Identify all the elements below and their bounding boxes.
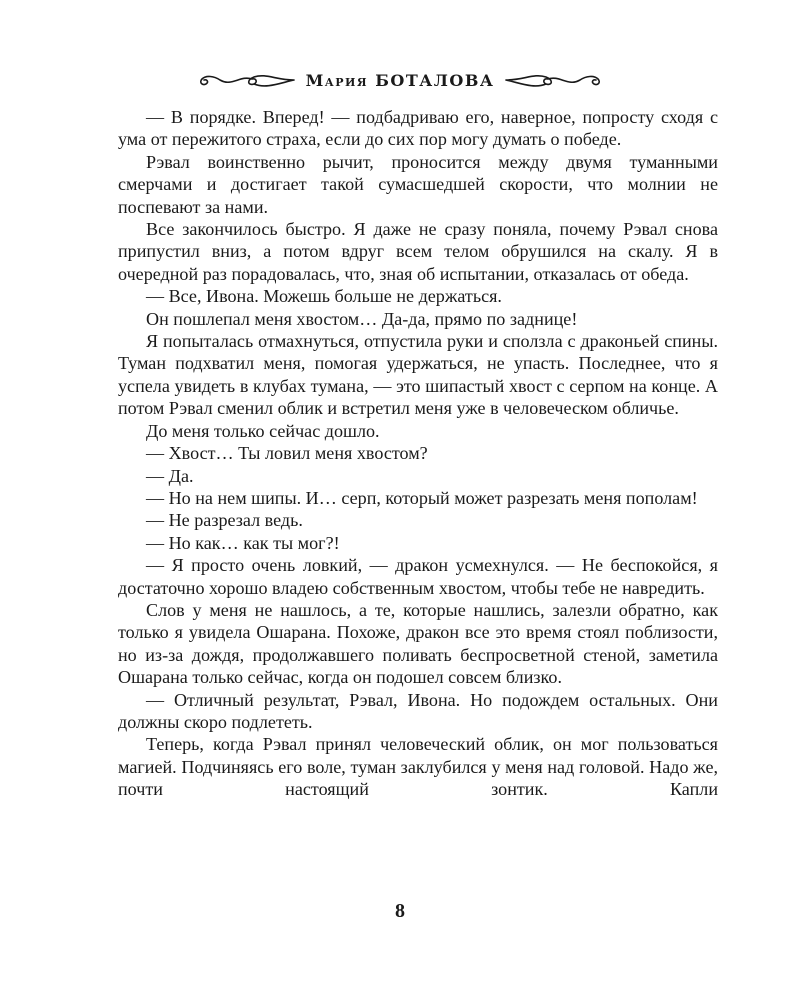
paragraph: — Но на нем шипы. И… серп, который может разрезать меня пополам!: [146, 487, 698, 508]
paragraph: — Я просто очень ловкий, — дракон усмехнулся. — Не беспокойся, я достаточно хорошо владею собственным хвостом, чтобы тебе не навредить.: [118, 555, 718, 598]
page-number: 8: [395, 900, 405, 922]
paragraph: — Да.: [146, 465, 194, 486]
paragraph: Он пошлепал меня хвостом… Да-да, прямо по заднице!: [146, 308, 578, 329]
paragraph: — Хвост… Ты ловил меня хвостом?: [146, 443, 428, 464]
paragraph: Рэвал воинственно рычит, проносится между двумя туманными смерчами и достигает такой сумасшедшей скорости, что молнии не поспевают за нами.: [118, 151, 718, 217]
paragraph: — Все, Ивона. Можешь больше не держаться.: [146, 286, 502, 307]
paragraph: Слов у меня не нашлось, а те, которые нашлись, залезли обратно, как только я увидела Ошарана. Похоже, дракон все это время стоял поблизости, но из-за дождя, продолжавшего поливать беспросветной стеной, заметила Ошарана только сейчас, когда он подошел совсем близко.: [118, 599, 718, 688]
author-name: [306, 71, 495, 90]
paragraph: Все закончилось быстро. Я даже не сразу поняла, почему Рэвал снова припустил вниз, а потом вдруг всем телом обрушился на скалу. Я в очередной раз порадовалась, что, зная об испытании, отказалась от обеда.: [118, 219, 718, 284]
paragraph: — Но как… как ты мог?!: [146, 532, 340, 553]
swirl-ornament-right-icon: [504, 69, 604, 91]
swirl-ornament-left-icon: [196, 69, 296, 91]
author-last-name: БОТАЛОВА: [375, 70, 495, 90]
paragraph: Я попыталась отмахнуться, отпустила руки и сползла с драконьей спины. Туман подхватил меня, помогая удержаться, не упасть. Последнее, что я успела увидеть в клубах тумана, — это шипастый хвост с серпом на конце. А потом Рэвал сменил облик и встретил меня уже в человеческом обличье.: [118, 331, 718, 419]
paragraph: Теперь, когда Рэвал принял человеческий облик, он мог пользоваться магией. Подчиняясь его воле, туман заклубился у меня над головой. Надо же, почти настоящий зонтик. Капли: [118, 734, 718, 800]
body-text: [118, 106, 718, 801]
paragraph: — Отличный результат, Рэвал, Ивона. Но подождем остальных. Они должны скоро подлететь.: [118, 689, 718, 732]
author-first-name: Мария: [305, 70, 369, 90]
running-header: [0, 63, 800, 97]
paragraph: До меня только сейчас дошло.: [146, 420, 380, 441]
paragraph: — В порядке. Вперед! — подбадриваю его, наверное, попросту сходя с ума от пережитого страха, если до сих пор могу думать о победе.: [118, 107, 718, 150]
paragraph: — Не разрезал ведь.: [146, 510, 303, 531]
